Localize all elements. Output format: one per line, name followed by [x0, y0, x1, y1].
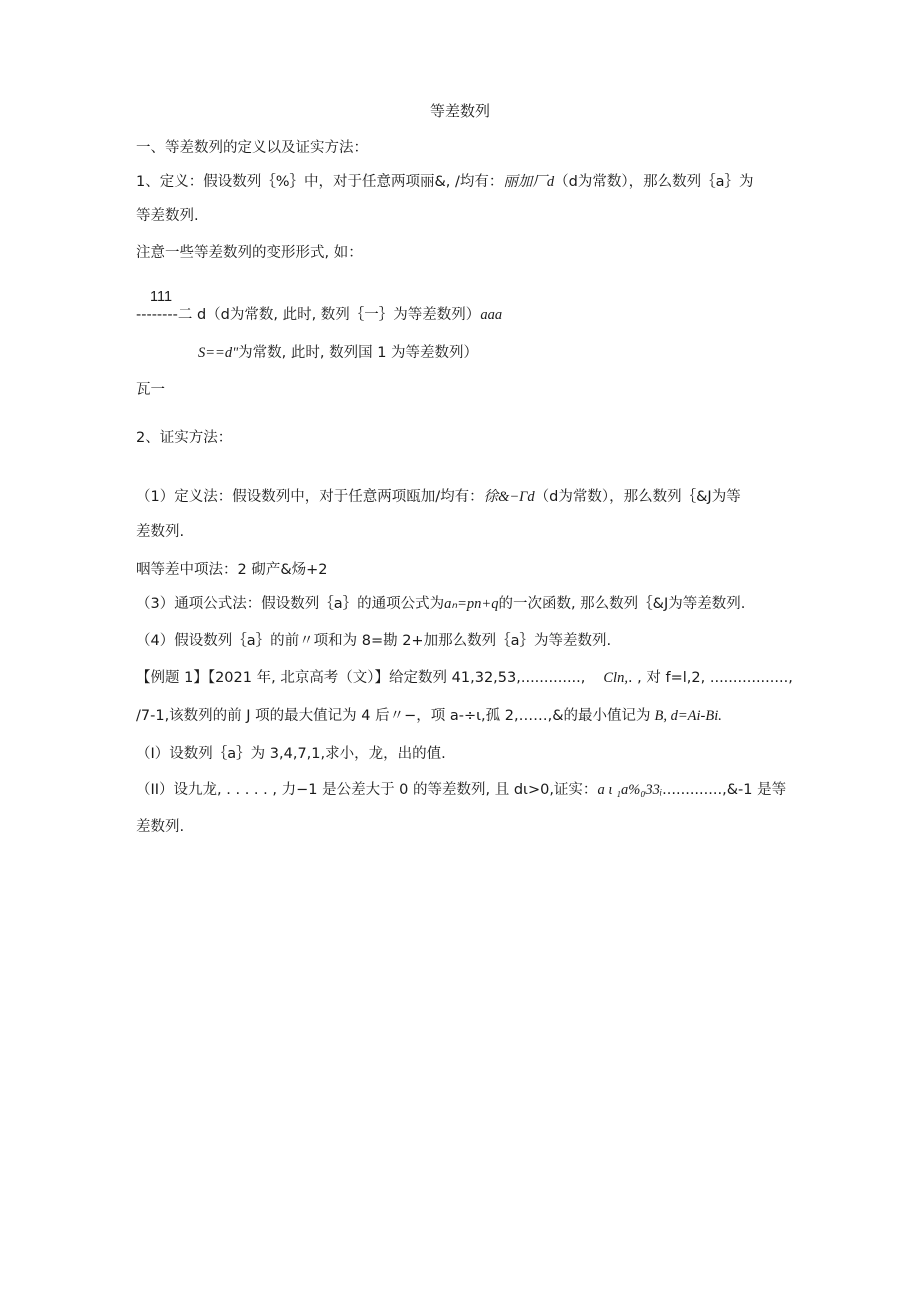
example1-formula-b: B, d=Ai-Bi.	[654, 708, 722, 724]
example1-text-c: . , 对 f=l,2, .................,	[627, 670, 793, 686]
page-title: 等差数列	[429, 102, 490, 120]
method1-text-c: （d为常数），那么数列｛&J为等	[534, 489, 741, 505]
definition-text-a: 1、定义：假设数列｛%｝中，对于任意两项丽&, /均有：	[136, 174, 504, 190]
example1-part2-line2: 差数列.	[136, 819, 185, 835]
definition-line1	[136, 172, 754, 192]
example1-text-d: /7-1,该数列的前 J 项的最大值记为 4 后〃−，项 a-÷ι,孤 2,……,&的最小值记为	[136, 708, 651, 724]
method3-text-c: 的一次函数, 那么数列｛&J为等差数列.	[498, 596, 746, 612]
method3-formula: aₙ=pn+q	[444, 596, 499, 612]
formula2-expression: S==d"	[198, 345, 239, 361]
method3-text-a: （3）通项公式法：假设数列｛a｝的通项公式为	[136, 596, 445, 612]
method1-text-a: （1）定义法：假设数列中，对于任意两项瓯加/均有：	[136, 489, 484, 505]
method1-line1	[136, 487, 741, 507]
example1-text-g: （II）设九龙, . . . . . , 力−1 是公差大于 0 的等差数列, 且 dι>0,证实：	[136, 782, 598, 798]
definition-line2: 等差数列.	[136, 208, 199, 224]
method1-line2: 差数列.	[136, 524, 185, 540]
method2-line: 咽等差中项法：2 砌产&炀+2	[136, 562, 328, 578]
formula2-line	[198, 343, 478, 363]
method4-line: （4）假设数列｛a｝的前〃项和为 8=勘 2+加那么数列｛a｝为等差数列.	[136, 633, 612, 649]
example1-line2	[136, 706, 722, 726]
formula1-numerators: 111	[150, 289, 173, 305]
section2-heading: 2、证实方法：	[136, 430, 233, 446]
example1-formula-a: a ι ₁a%₀33ᵢ	[597, 782, 663, 798]
formula1-line	[136, 305, 502, 325]
example1-formula-cln: Cln,	[603, 670, 628, 686]
formula2-subscript: 瓦一	[136, 382, 165, 398]
method1-formula: 徐&−Γd	[483, 489, 535, 505]
formula1-text: --------二 d（d为常数, 此时, 数列｛一｝为等差数列）	[136, 307, 481, 323]
example1-part2-line1	[136, 780, 786, 800]
example1-text-i: .............,&-1 是等	[662, 782, 787, 798]
note-text: 注意一些等差数列的变形形式, 如：	[136, 245, 363, 261]
section1-heading: 一、等差数列的定义以及证实方法：	[136, 140, 368, 156]
definition-formula: 丽加厂d	[503, 174, 555, 190]
definition-text-c: （d为常数），那么数列｛a｝为	[554, 174, 754, 190]
formula1-denominators: aaa	[480, 307, 503, 323]
example1-text-a: 【例题 1】【2021 年, 北京高考（文）】给定数列 41,32,53,.............,	[136, 670, 586, 686]
method3-line	[136, 594, 745, 614]
example1-line1	[136, 668, 793, 688]
example1-part1: （I）设数列｛a｝为 3,4,7,1,求小，龙，出的值.	[136, 746, 446, 762]
formula2-text: 为常数, 此时, 数列国 1 为等差数列）	[238, 345, 479, 361]
